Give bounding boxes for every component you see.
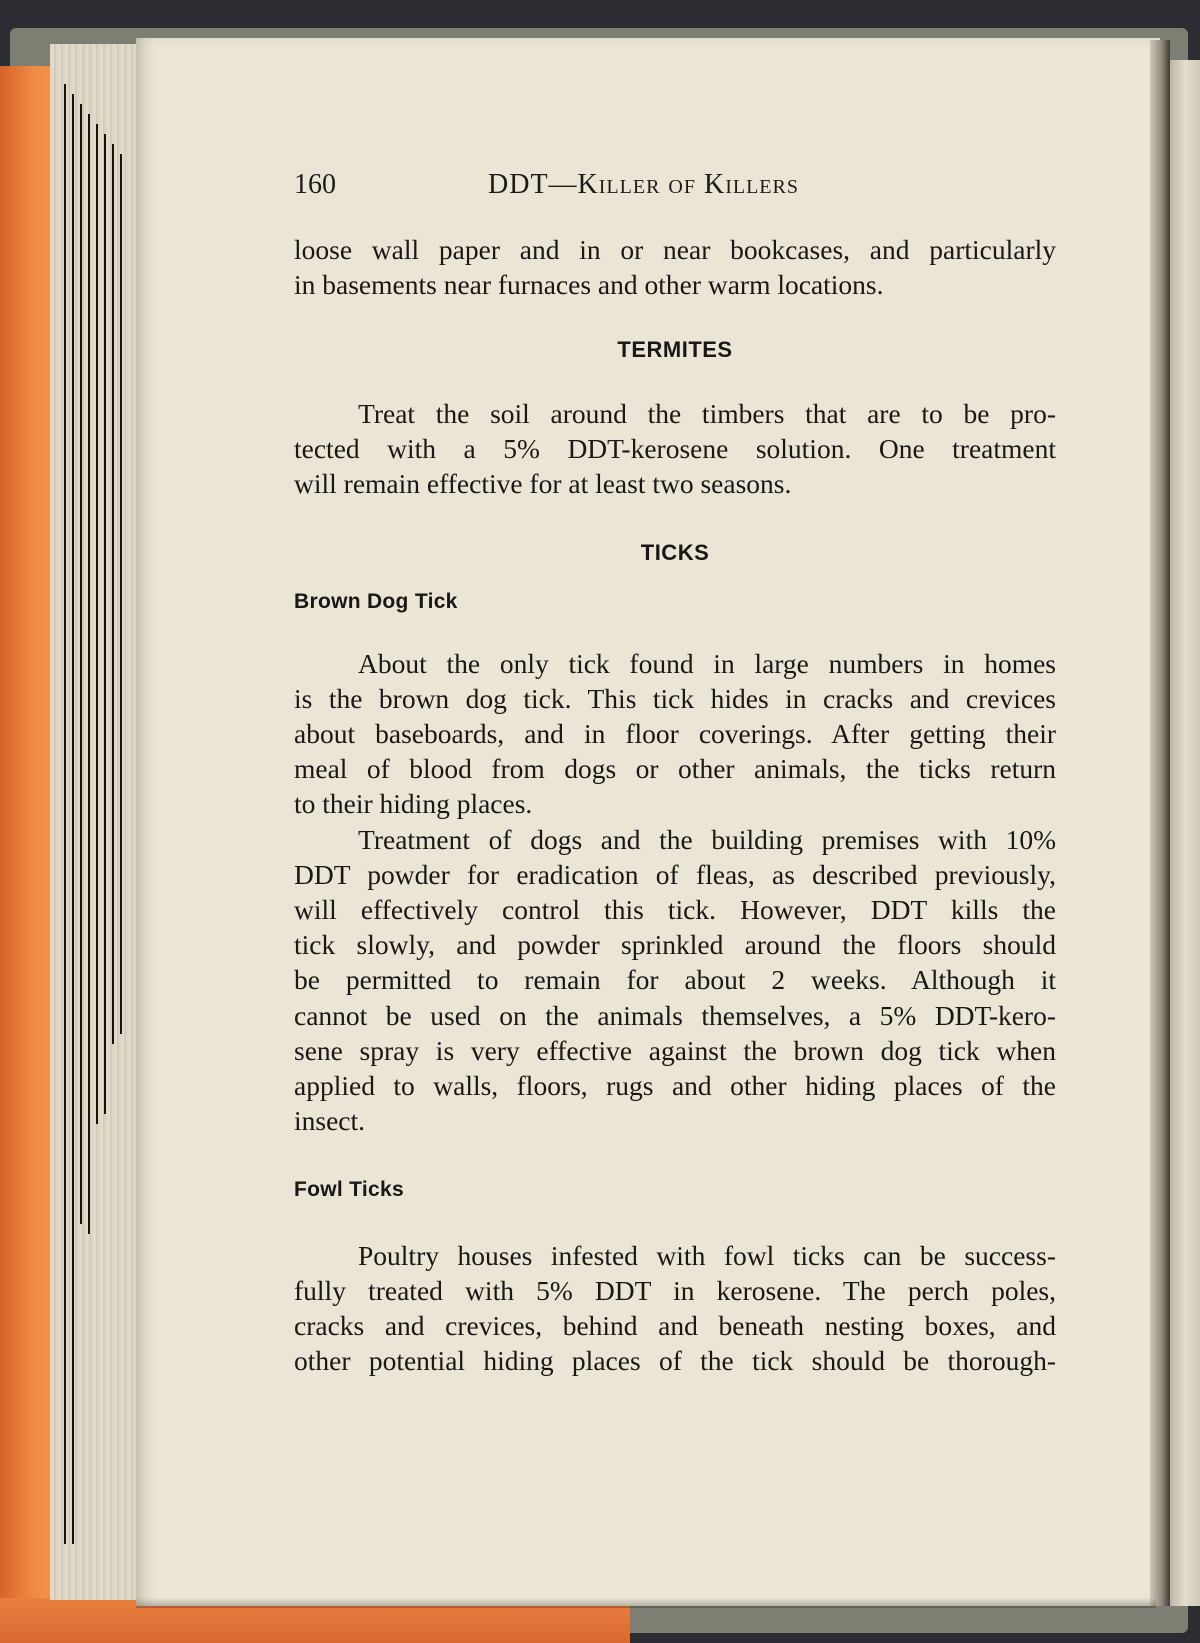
text-line: fully treated with 5% DDT in kerosene. The perch poles,: [294, 1274, 1056, 1306]
text-line: sene spray is very effective against the brown dog tick when: [294, 1034, 1056, 1066]
section-heading-ticks: TICKS: [640, 540, 710, 566]
subheading-fowl-ticks: Fowl Ticks: [294, 1178, 404, 1202]
termites-paragraph: [294, 396, 1056, 502]
text-line: tected with a 5% DDT-kerosene solution. One treatment: [294, 432, 1056, 464]
brown-dog-tick-paragraph-1: [294, 646, 1056, 822]
text-line: DDT powder for eradication of fleas, as described previously,: [294, 858, 1056, 890]
text-line: cannot be used on the animals themselves, a 5% DDT-kero-: [294, 999, 1056, 1031]
text-line: will remain effective for at least two seasons.: [294, 468, 792, 500]
text-line: tick slowly, and powder sprinkled around the floors should: [294, 929, 1056, 961]
brown-dog-tick-paragraph-2: [294, 822, 1056, 1139]
text-line: Treat the soil around the timbers that are to be pro-: [358, 397, 1056, 429]
page-number: 160: [294, 169, 336, 200]
text-line: loose wall paper and in or near bookcases, and particularly: [294, 234, 1056, 265]
section-heading-termites: TERMITES: [617, 337, 733, 363]
page-body: [294, 232, 1056, 1378]
text-line: Poultry houses infested with fowl ticks can be success-: [358, 1239, 1056, 1271]
page-gutter: [1150, 40, 1170, 1606]
fowl-ticks-paragraph-1: [294, 1238, 1056, 1379]
text-line: to their hiding places.: [294, 788, 533, 820]
stack-line: [72, 94, 74, 1544]
page-stack: [50, 44, 140, 1600]
text-line: cracks and crevices, behind and beneath nesting boxes, and: [294, 1310, 1056, 1342]
text-line: in basements near furnaces and other warm locations.: [294, 269, 884, 301]
running-head: [294, 168, 1054, 202]
book-title: DDT—Killer of Killers: [488, 169, 799, 200]
intro-paragraph: [294, 232, 1056, 302]
stack-line: [112, 144, 114, 1044]
stack-line: [120, 154, 122, 1034]
text-line: about baseboards, and in floor coverings. After getting their: [294, 718, 1056, 750]
text-line: Treatment of dogs and the building premises with 10%: [358, 823, 1056, 855]
text-line: will effectively control this tick. However, DDT kills the: [294, 894, 1056, 926]
stack-line: [80, 104, 82, 1224]
page-bottom-shadow: [136, 1598, 1156, 1608]
stack-line: [64, 84, 66, 1544]
text-line: be permitted to remain for about 2 weeks. Although it: [294, 964, 1056, 996]
stack-line: [88, 114, 90, 1234]
subheading-brown-dog-tick: Brown Dog Tick: [294, 590, 458, 614]
stack-line: [96, 124, 98, 1124]
text-line: insect.: [294, 1105, 366, 1137]
text-line: other potential hiding places of the tick should be thorough-: [294, 1345, 1056, 1377]
text-line: meal of blood from dogs or other animals, the ticks return: [294, 753, 1056, 785]
text-line: applied to walls, floors, rugs and other hiding places of the: [294, 1070, 1056, 1102]
text-line: is the brown dog tick. This tick hides in cracks and crevices: [294, 682, 1056, 714]
stack-line: [104, 134, 106, 1114]
facing-page-edge: [1170, 60, 1200, 1606]
text-line: About the only tick found in large numbers in homes: [358, 647, 1056, 679]
